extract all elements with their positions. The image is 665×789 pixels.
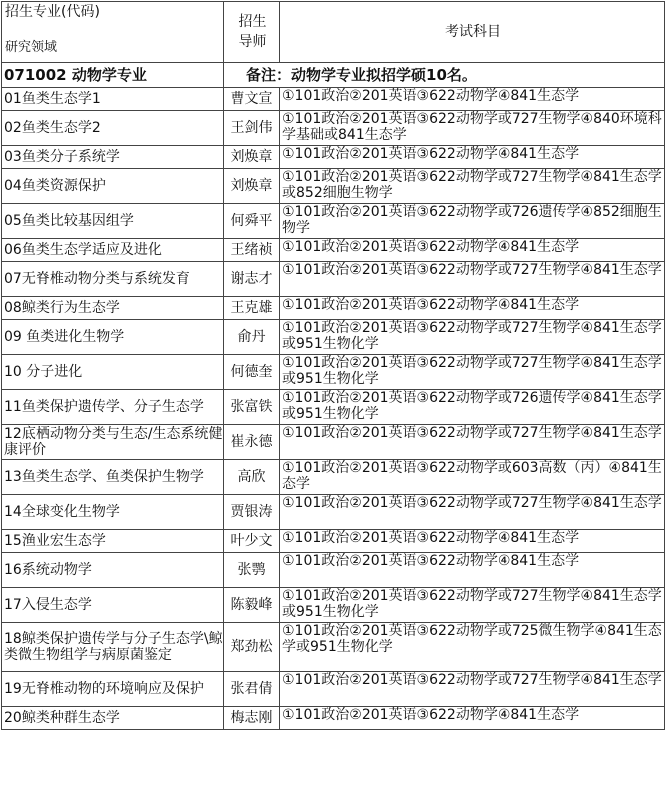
header-row [2, 2, 665, 63]
header-advisor-cell [224, 2, 280, 63]
research-field: 01鱼类生态学1 [2, 88, 224, 111]
table-row [2, 204, 665, 239]
exam-subjects: ①101政治②201英语③622动物学或725微生物学④841生态学或951生物化学 [280, 623, 665, 672]
exam-subjects: ①101政治②201英语③622动物学④841生态学 [280, 707, 665, 730]
research-field: 05鱼类比较基因组学 [2, 204, 224, 239]
exam-subjects: ①101政治②201英语③622动物学或726遗传学④841生态学或951生物化学 [280, 390, 665, 425]
table-row [2, 297, 665, 320]
table-row [2, 495, 665, 530]
exam-subjects: ①101政治②201英语③622动物学或603高数（丙）④841生态学 [280, 460, 665, 495]
advisor-name: 贾银涛 [224, 495, 280, 530]
exam-subjects: ①101政治②201英语③622动物学或727生物学④841生态学 [280, 425, 665, 460]
research-field: 19无脊椎动物的环境响应及保护 [2, 672, 224, 707]
header-research-field: 研究领域 [5, 40, 58, 55]
advisor-name: 陈毅峰 [224, 588, 280, 623]
advisor-name: 张富铁 [224, 390, 280, 425]
exam-subjects: ①101政治②201英语③622动物学④841生态学 [280, 239, 665, 262]
research-field: 14全球变化生物学 [2, 495, 224, 530]
table-row [2, 530, 665, 553]
exam-subjects: ①101政治②201英语③622动物学或727生物学④841生态学或951生物化学 [280, 355, 665, 390]
exam-subjects: ①101政治②201英语③622动物学或727生物学④841生态学或951生物化学 [280, 588, 665, 623]
advisor-name: 梅志刚 [224, 707, 280, 730]
table-row [2, 425, 665, 460]
exam-subjects: ①101政治②201英语③622动物学或727生物学④841生态学或951生物化学 [280, 320, 665, 355]
exam-subjects: ①101政治②201英语③622动物学或726遗传学④852细胞生物学 [280, 204, 665, 239]
table-row [2, 169, 665, 204]
table-row [2, 320, 665, 355]
research-field: 17入侵生态学 [2, 588, 224, 623]
exam-subjects: ①101政治②201英语③622动物学④841生态学 [280, 146, 665, 169]
research-field: 16系统动物学 [2, 553, 224, 588]
advisor-name: 王绪祯 [224, 239, 280, 262]
exam-subjects: ①101政治②201英语③622动物学或727生物学④841生态学 [280, 262, 665, 297]
major-code-name: 071002 动物学专业 [2, 63, 224, 88]
table-row [2, 460, 665, 495]
exam-subjects: ①101政治②201英语③622动物学或727生物学④840环境科学基础或841生态学 [280, 111, 665, 146]
advisor-name: 王剑伟 [224, 111, 280, 146]
major-note: 备注：动物学专业拟招学硕10名。 [224, 63, 665, 88]
table-row [2, 623, 665, 672]
major-row [2, 63, 665, 88]
research-field: 11鱼类保护遗传学、分子生态学 [2, 390, 224, 425]
exam-subjects: ①101政治②201英语③622动物学④841生态学 [280, 553, 665, 588]
table-row [2, 111, 665, 146]
advisor-name: 高欣 [224, 460, 280, 495]
advisor-name: 张君倩 [224, 672, 280, 707]
header-exam-cell: 考试科目 [280, 2, 665, 63]
research-field: 18鲸类保护遗传学与分子生态学\鲸类微生物组学与病原菌鉴定 [2, 623, 224, 672]
table-row [2, 553, 665, 588]
exam-subjects: ①101政治②201英语③622动物学或727生物学④841生态学 [280, 495, 665, 530]
research-field: 09 鱼类进化生物学 [2, 320, 224, 355]
advisor-name: 叶少文 [224, 530, 280, 553]
exam-subjects: ①101政治②201英语③622动物学④841生态学 [280, 297, 665, 320]
research-field: 03鱼类分子系统学 [2, 146, 224, 169]
advisor-name: 何舜平 [224, 204, 280, 239]
header-advisor-line2: 导师 [238, 34, 267, 50]
table-row [2, 262, 665, 297]
research-field: 06鱼类生态学适应及进化 [2, 239, 224, 262]
advisor-name: 郑劲松 [224, 623, 280, 672]
research-field: 07无脊椎动物分类与系统发育 [2, 262, 224, 297]
table-row [2, 707, 665, 730]
research-field: 13鱼类生态学、鱼类保护生物学 [2, 460, 224, 495]
advisor-name: 何德奎 [224, 355, 280, 390]
admission-table [1, 1, 665, 730]
header-advisor-line1: 招生 [238, 14, 267, 30]
advisor-name: 俞丹 [224, 320, 280, 355]
exam-subjects: ①101政治②201英语③622动物学④841生态学 [280, 530, 665, 553]
table-row [2, 239, 665, 262]
advisor-name: 崔永德 [224, 425, 280, 460]
table-row [2, 672, 665, 707]
research-field: 04鱼类资源保护 [2, 169, 224, 204]
exam-subjects: ①101政治②201英语③622动物学或727生物学④841生态学 [280, 672, 665, 707]
advisor-name: 谢志才 [224, 262, 280, 297]
research-field: 12底栖动物分类与生态/生态系统健康评价 [2, 425, 224, 460]
table-row [2, 146, 665, 169]
research-field: 20鲸类种群生态学 [2, 707, 224, 730]
advisor-name: 刘焕章 [224, 146, 280, 169]
header-major-code: 招生专业(代码) [5, 4, 100, 20]
table-row [2, 588, 665, 623]
advisor-name: 王克雄 [224, 297, 280, 320]
table-row [2, 390, 665, 425]
table-row [2, 88, 665, 111]
research-field: 15渔业宏生态学 [2, 530, 224, 553]
advisor-name: 曹文宣 [224, 88, 280, 111]
research-field: 08鲸类行为生态学 [2, 297, 224, 320]
advisor-name: 张鹗 [224, 553, 280, 588]
advisor-name: 刘焕章 [224, 169, 280, 204]
exam-subjects: ①101政治②201英语③622动物学或727生物学④841生态学或852细胞生物学 [280, 169, 665, 204]
exam-subjects: ①101政治②201英语③622动物学④841生态学 [280, 88, 665, 111]
table-row [2, 355, 665, 390]
header-field-cell [2, 2, 224, 63]
research-field: 10 分子进化 [2, 355, 224, 390]
research-field: 02鱼类生态学2 [2, 111, 224, 146]
